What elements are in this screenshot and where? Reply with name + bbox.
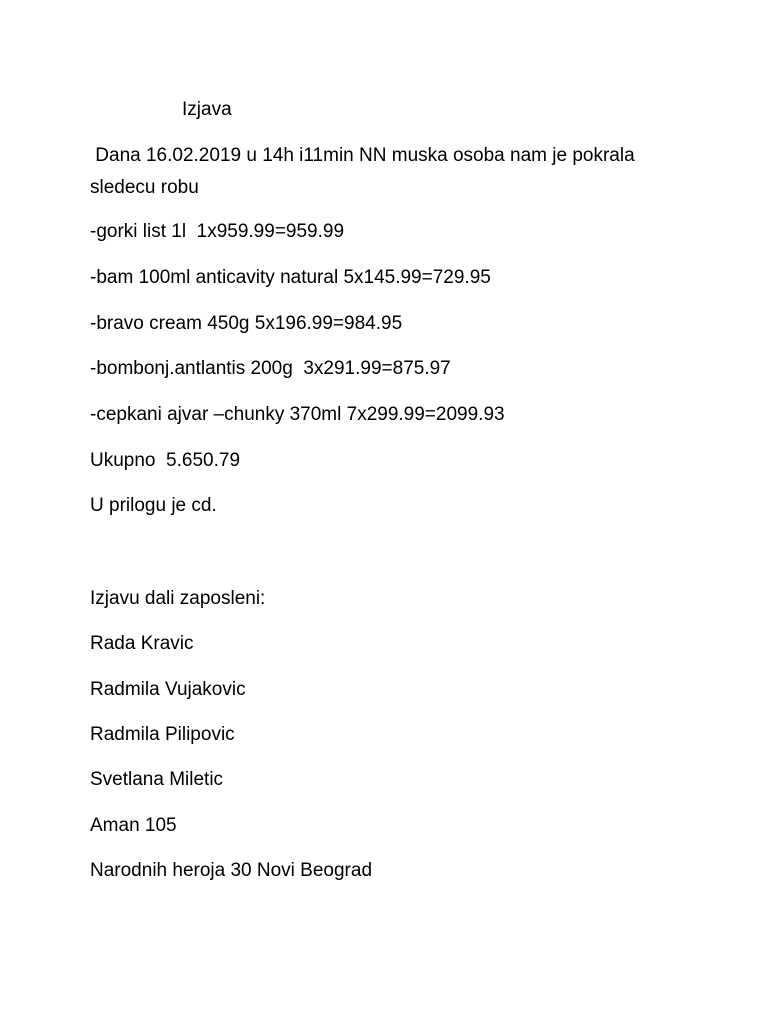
item-line: -gorki list 1l 1x959.99=959.99 (90, 221, 345, 242)
employee-name: Radmila Pilipovic (90, 724, 235, 745)
document-title: Izjava (182, 99, 232, 120)
item-line: -bombonj.antlantis 200g 3x291.99=875.97 (90, 358, 451, 379)
employee-name: Radmila Vujakovic (90, 679, 246, 700)
item-line: -bam 100ml anticavity natural 5x145.99=729.95 (90, 267, 491, 288)
address-line: Narodnih heroja 30 Novi Beograd (90, 860, 373, 881)
employee-name: Rada Kravic (90, 633, 194, 654)
intro-line-1: Dana 16.02.2019 u 14h i11min NN muska osoba nam je pokrala (90, 145, 635, 166)
intro-line-2: sledecu robu (90, 177, 199, 198)
employees-heading: Izjavu dali zaposleni: (90, 588, 266, 609)
total-line: Ukupno 5.650.79 (90, 450, 241, 471)
store-line: Aman 105 (90, 815, 177, 836)
item-line: -bravo cream 450g 5x196.99=984.95 (90, 313, 403, 334)
item-line: -cepkani ajvar –chunky 370ml 7x299.99=2099.93 (90, 404, 505, 425)
attachment-line: U prilogu je cd. (90, 495, 217, 516)
employee-name: Svetlana Miletic (90, 769, 224, 790)
